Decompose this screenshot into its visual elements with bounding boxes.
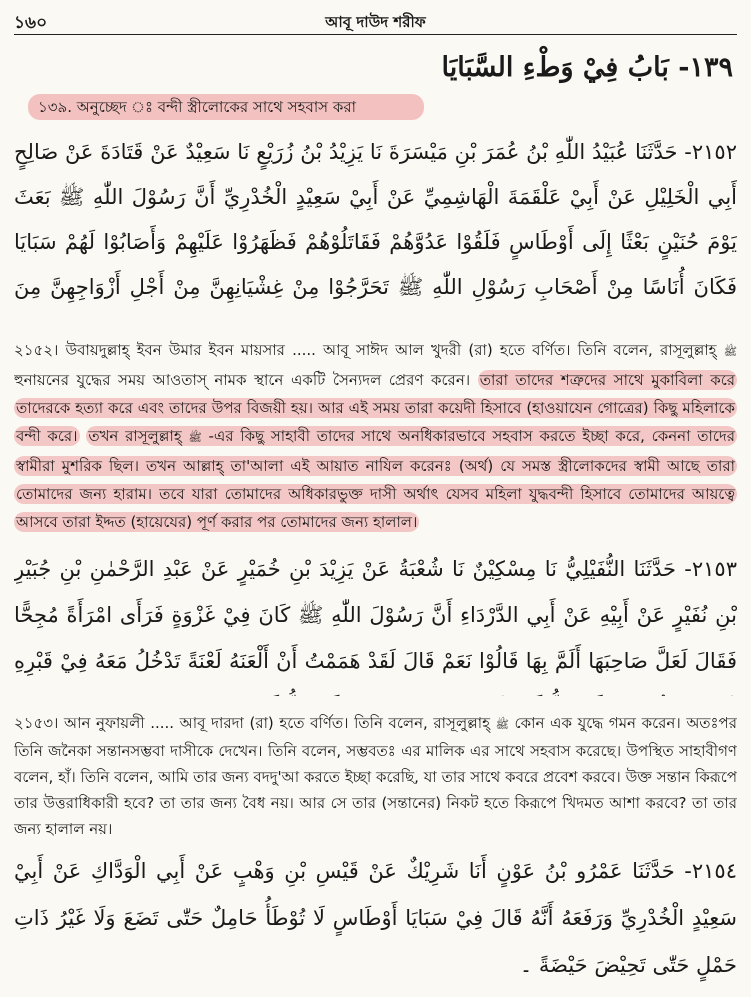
page-number: ১৬০ [14,13,48,33]
chapter-title-bengali: ১৩৯. অনুচ্ছেদ ঃ বন্দী স্ত্রীলোকের সাথে সহবাস করা [28,94,424,120]
chapter-title-arabic: ١٣٩- بَابُ فِيْ وَطْءِ السَّبَايَا [441,52,733,83]
hadith-2152-text-b: হুনায়নের যুদ্ধের সময় আওতাস্ নামক স্থানে একটি সৈন্যদল প্রেরণ করেন। [14,371,478,389]
highlight-2: তখন রাসূলুল্লাহ্‌ ﷺ -এর কিছু সাহাবী তাদের সাথে অনধিকারভাবে সহবাস করতে ইচ্ছা করে, কেননা তাদের স্বামীরা মুশরিক ছিল। তখন আল্লাহ্‌ তা'আলা এই আয়াত নাযিল করেনঃ (অর্থ) যে সমস্ত স্ত্রীলোকদের স্বামী আছে তারা তোমাদের জন্য হারাম। তবে যারা তোমাদের অধিকারভুক্ত দাসী অর্থাৎ যেসব মহিলা যুদ্ধবন্দী হিসাবে তোমাদের আয়ত্বে আসবে তারা ইদ্দত (হায়েযের) পূর্ণ করার পর তোমাদের জন্য হালাল। [16,427,735,531]
book-title: আবূ দাউদ শরীফ [325,13,426,31]
highlight-1: তারা তাদের শত্রুদের সাথে মুকাবিলা করে তাদেরকে হত্যা করে এবং তাদের উপর বিজয়ী হয়। আর এই সময় তারা কয়েদী হিসাবে (হাওয়াযেন গোত্রের) কিছু মহিলাকে বন্দী করে। [16,371,735,445]
hadith-2152-bengali [14,336,737,544]
salutation-icon: ﷺ [723,345,737,358]
hadith-2153-text-b: কোন এক যুদ্ধে গমন করেন। অতঃপর তিনি জনৈকা সন্তানসম্ভবা দাসীকে দেখেন। তিনি বলেন, সম্ভবতঃ এর মালিক এর সাথে সহবাস করেছে। উপস্থিত সাহাবীগণ বলেন, হাঁ। তিনি বলেন, আমি তার জন্য বদদু'আ করতে ইচ্ছা করেছি, যা তার সাথে কবরে প্রবেশ করবে। উক্ত সন্তান কিরূপে তার উত্তরাধিকারী হবে? তা তার জন্য বৈধ নয়। আর সে তার (সন্তানের) নিকট হতে কিরূপে খিদমত আশা করবে? তা তার জন্য হালাল নয়। [14,714,737,838]
hadith-2152-text-a: ২১৫২। উবায়দুল্লাহ্‌ ইবন উমার ইবন মায়সার ..... আবূ সাঈদ আল খুদরী (রা) হতে বর্ণিত। তিনি বলেন, রাসূলুল্লাহ্‌ [14,341,724,359]
hadith-2153-text-a: ২১৫৩। আন নুফায়লী ..... আবূ দারদা (রা) হতে বর্ণিত। তিনি বলেন, রাসূলুল্লাহ্‌ [14,714,496,732]
hadith-2154-arabic: ٢١٥٤- حَدَّثَنَا عَمْرُو بْنُ عَوْنٍ أَنَا شَرِيْكٌ عَنْ قَيْسِ بْنِ وَهْبٍ عَنْ أَبِي الْوَدَّاكِ عَنْ أَبِيْ سَعِيْدٍ الْخُدْرِيِّ وَرَفَعَهُ أَنَّهُ قَالَ فِيْ سَبَايَا أَوْطَاسٍ لَا تُوْطَأُ حَامِلٌ حَتّٰى تَضَعَ وَلَا غَيْرُ ذَاتِ حَمْلٍ حَتّٰى تَحِيْضَ حَيْضَةً ۔ [14,859,737,977]
salutation-icon: ﷺ [188,431,202,444]
hadith-2152-arabic: ٢١٥٢- حَدَّثَنَا عُبَيْدُ اللّٰهِ بْنُ عُمَرَ بْنِ مَيْسَرَةَ نَا يَزِيْدُ بْنُ زُرَيْعٍ نَا سَعِيْدٌ عَنْ قَتَادَةَ عَنْ صَالِحٍ أَبِي الْخَلِيْلِ عَنْ أَبِيْ عَلْقَمَةَ الْهَاشِمِيِّ عَنْ أَبِيْ سَعِيْدٍ الْخُدْرِيِّ أَنَّ رَسُوْلَ اللّٰهِ ﷺ بَعَثَ يَوْمَ حُنَيْنٍ بَعْثًا إِلَى أَوْطَاسٍ فَلَقُوْا عَدُوَّهُمْ فَقَاتَلُوْهُمْ فَظَهَرُوْا عَلَيْهِمْ وَأَصَابُوْا لَهُمْ سَبَايَا فَكَانَ أُنَاسًا مِنْ أَصْحَابِ رَسُوْلِ اللّٰهِ ﷺ تَحَرَّجُوْا مِنْ غِشْيَانِهِنَّ مِنْ أَجْلِ أَزْوَاجِهِنَّ مِنَ [14,140,737,299]
salutation-icon: ﷺ [495,718,509,731]
page-header [14,8,737,35]
hadith-2153-arabic: ٢١٥٣- حَدَّثَنَا النُّفَيْلِيُّ نَا مِسْكِيْنٌ نَا شُعْبَةُ عَنْ يَزِيْدَ بْنِ خُمَيْرٍ عَنْ عَبْدِ الرَّحْمٰنِ بْنِ جُبَيْرِ بْنِ نُفَيْرٍ عَنْ أَبِيْهِ عَنْ أَبِي الدَّرْدَاءِ أَنَّ رَسُوْلَ اللّٰهِ ﷺ كَانَ فِيْ غَزْوَةٍ فَرَأَى امْرَأَةً مُجِحًّا فَقَالَ لَعَلَّ صَاحِبَهَا أَلَمَّ بِهَا قَالُوْا نَعَمْ قَالَ لَقَدْ هَمَمْتُ أَنْ أَلْعَنَهُ لَعْنَةً تَدْخُلُ مَعَهُ فِيْ قَبْرِهِ [14,557,737,673]
hadith-2153-bengali [14,710,737,840]
